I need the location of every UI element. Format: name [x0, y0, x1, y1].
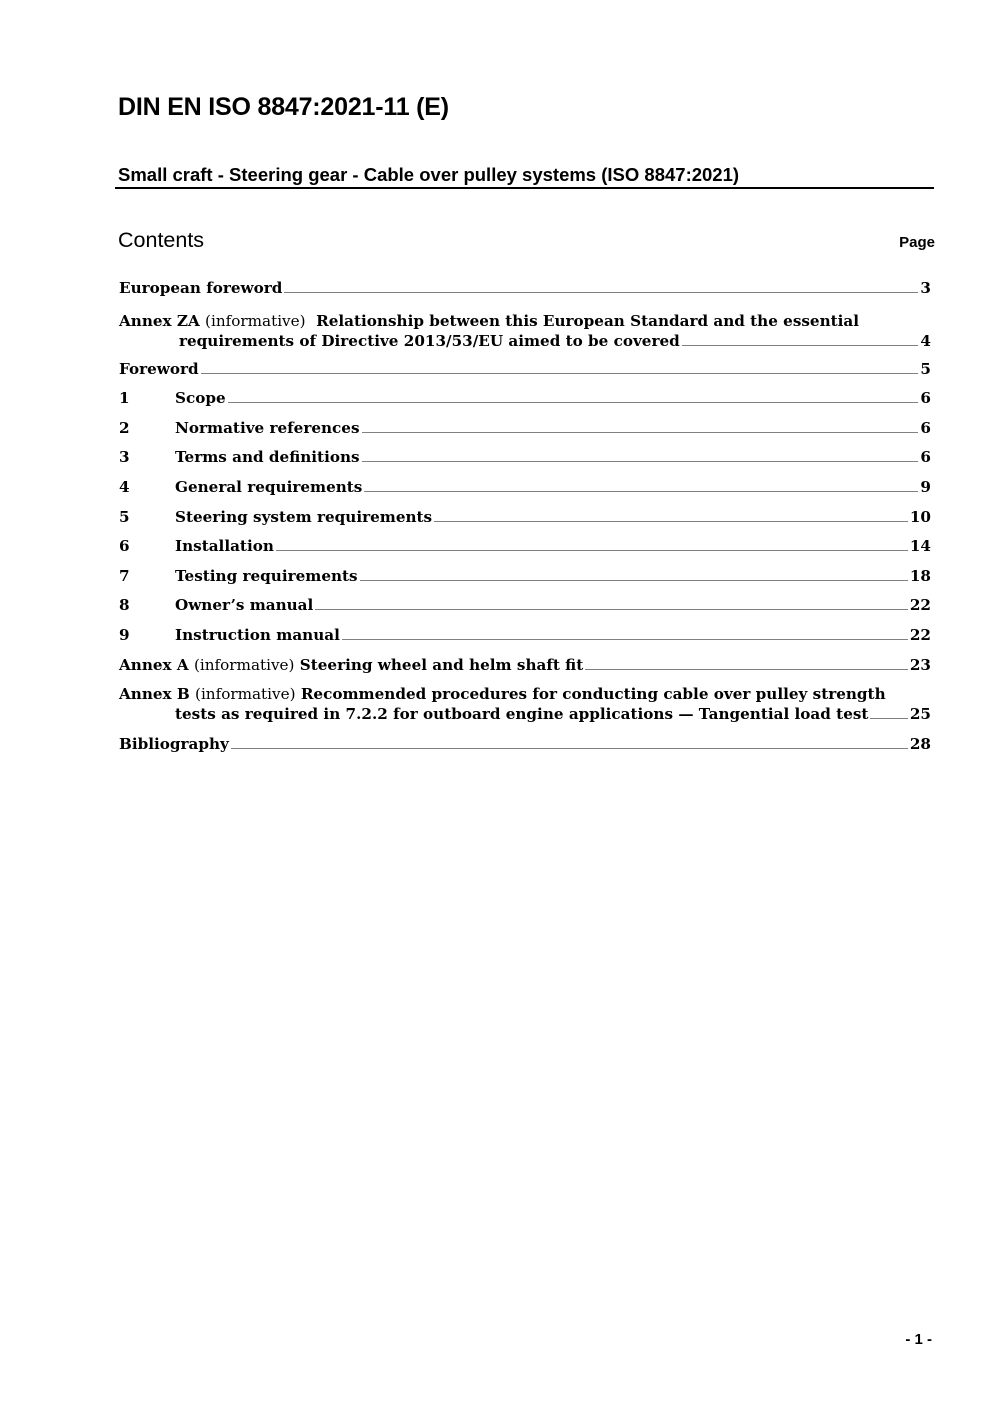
toc-entry-annex-za[interactable]	[119, 311, 931, 351]
page-column-heading: Page	[899, 234, 935, 251]
toc-entry-title: Bibliography	[119, 735, 229, 753]
toc-entry-normative-references[interactable]	[119, 418, 931, 438]
dot-leader	[362, 432, 919, 433]
toc-entry-number: 5	[119, 508, 130, 526]
toc-entry-title-line1: Relationship between this European Standard and the essential	[316, 312, 860, 330]
dot-leader	[228, 402, 919, 403]
toc-entry-page: 6	[920, 389, 931, 407]
toc-entry-number: 4	[119, 478, 130, 496]
toc-entry-annex-a[interactable]	[119, 655, 931, 675]
toc-entry-number: 2	[119, 419, 130, 437]
dot-leader	[315, 609, 908, 610]
toc-entry-annex-b[interactable]	[119, 684, 931, 724]
toc-entry-page: 22	[909, 626, 931, 644]
toc-entry-page: 18	[909, 567, 931, 585]
page-number: - 1 -	[905, 1331, 932, 1348]
toc-entry-page: 3	[920, 279, 931, 297]
toc-entry-informative: (informative)	[195, 685, 296, 703]
toc-entry-title: Terms and definitions	[175, 448, 360, 466]
toc-entry-page: 25	[909, 705, 931, 723]
dot-leader	[585, 669, 908, 670]
toc-entry-title-line2: tests as required in 7.2.2 for outboard engine applications — Tangential load test	[175, 705, 869, 723]
dot-leader	[360, 580, 908, 581]
toc-entry-owners-manual[interactable]	[119, 595, 931, 615]
toc-entry-scope[interactable]	[119, 388, 931, 408]
toc-entry-page: 6	[920, 448, 931, 466]
toc-entry-title: Scope	[175, 389, 226, 407]
toc-entry-number: 9	[119, 626, 130, 644]
toc-entry-steering-system-requirements[interactable]	[119, 507, 931, 527]
toc-entry-page: 5	[920, 360, 931, 378]
dot-leader	[231, 748, 908, 749]
toc-entry-european-foreword[interactable]	[119, 278, 931, 298]
toc-entry-title: Normative references	[175, 419, 360, 437]
toc-entry-informative: (informative)	[205, 312, 306, 330]
toc-entry-title: General requirements	[175, 478, 363, 496]
toc-entry-general-requirements[interactable]	[119, 477, 931, 497]
toc-entry-number: 7	[119, 567, 130, 585]
toc-entry-number: 1	[119, 389, 130, 407]
toc-entry-bibliography[interactable]	[119, 734, 931, 754]
dot-leader	[434, 521, 908, 522]
toc-entry-page: 22	[909, 596, 931, 614]
toc-entry-number: 3	[119, 448, 130, 466]
document-subtitle: Small craft - Steering gear - Cable over pulley systems (ISO 8847:2021)	[118, 164, 740, 185]
toc-entry-title: Steering wheel and helm shaft fit	[299, 656, 584, 674]
contents-heading: Contents	[118, 228, 205, 252]
toc-entry-prefix: Annex B	[119, 685, 190, 703]
dot-leader	[362, 461, 919, 462]
document-title: DIN EN ISO 8847:2021-11 (E)	[118, 93, 449, 121]
toc-entry-installation[interactable]	[119, 536, 931, 556]
dot-leader	[342, 639, 908, 640]
toc-entry-page: 6	[920, 419, 931, 437]
toc-entry-page: 9	[920, 478, 931, 496]
toc-entry-title: Steering system requirements	[175, 508, 433, 526]
toc-entry-title-line1: Recommended procedures for conducting cable over pulley strength	[300, 685, 886, 703]
toc-entry-terms-and-definitions[interactable]	[119, 447, 931, 467]
toc-entry-page: 10	[909, 508, 931, 526]
toc-entry-title: European foreword	[119, 279, 283, 297]
toc-entry-page: 28	[909, 735, 931, 753]
dot-leader	[276, 550, 908, 551]
toc-entry-page: 4	[920, 332, 931, 350]
toc-entry-testing-requirements[interactable]	[119, 566, 931, 586]
toc-entry-title: Installation	[175, 537, 274, 555]
toc-entry-page: 14	[909, 537, 931, 555]
toc-entry-prefix: Annex ZA	[119, 312, 200, 330]
toc-entry-title: Foreword	[119, 360, 199, 378]
dot-leader	[284, 292, 918, 293]
dot-leader	[201, 373, 919, 374]
toc-entry-number: 6	[119, 537, 130, 555]
toc-entry-page: 23	[909, 656, 931, 674]
toc-entry-foreword[interactable]	[119, 359, 931, 379]
dot-leader	[682, 345, 919, 346]
dot-leader	[364, 491, 918, 492]
toc-entry-informative: (informative)	[193, 656, 295, 674]
toc-entry-number: 8	[119, 596, 130, 614]
dot-leader	[870, 718, 907, 719]
toc-entry-title: Owner’s manual	[175, 596, 314, 614]
toc-entry-title: Instruction manual	[175, 626, 340, 644]
toc-entry-instruction-manual[interactable]	[119, 625, 931, 645]
toc-entry-title: Testing requirements	[175, 567, 358, 585]
toc-entry-title-line2: requirements of Directive 2013/53/EU aimed to be covered	[179, 332, 680, 350]
subtitle-divider	[115, 187, 934, 189]
toc-entry-prefix: Annex A	[119, 656, 189, 674]
